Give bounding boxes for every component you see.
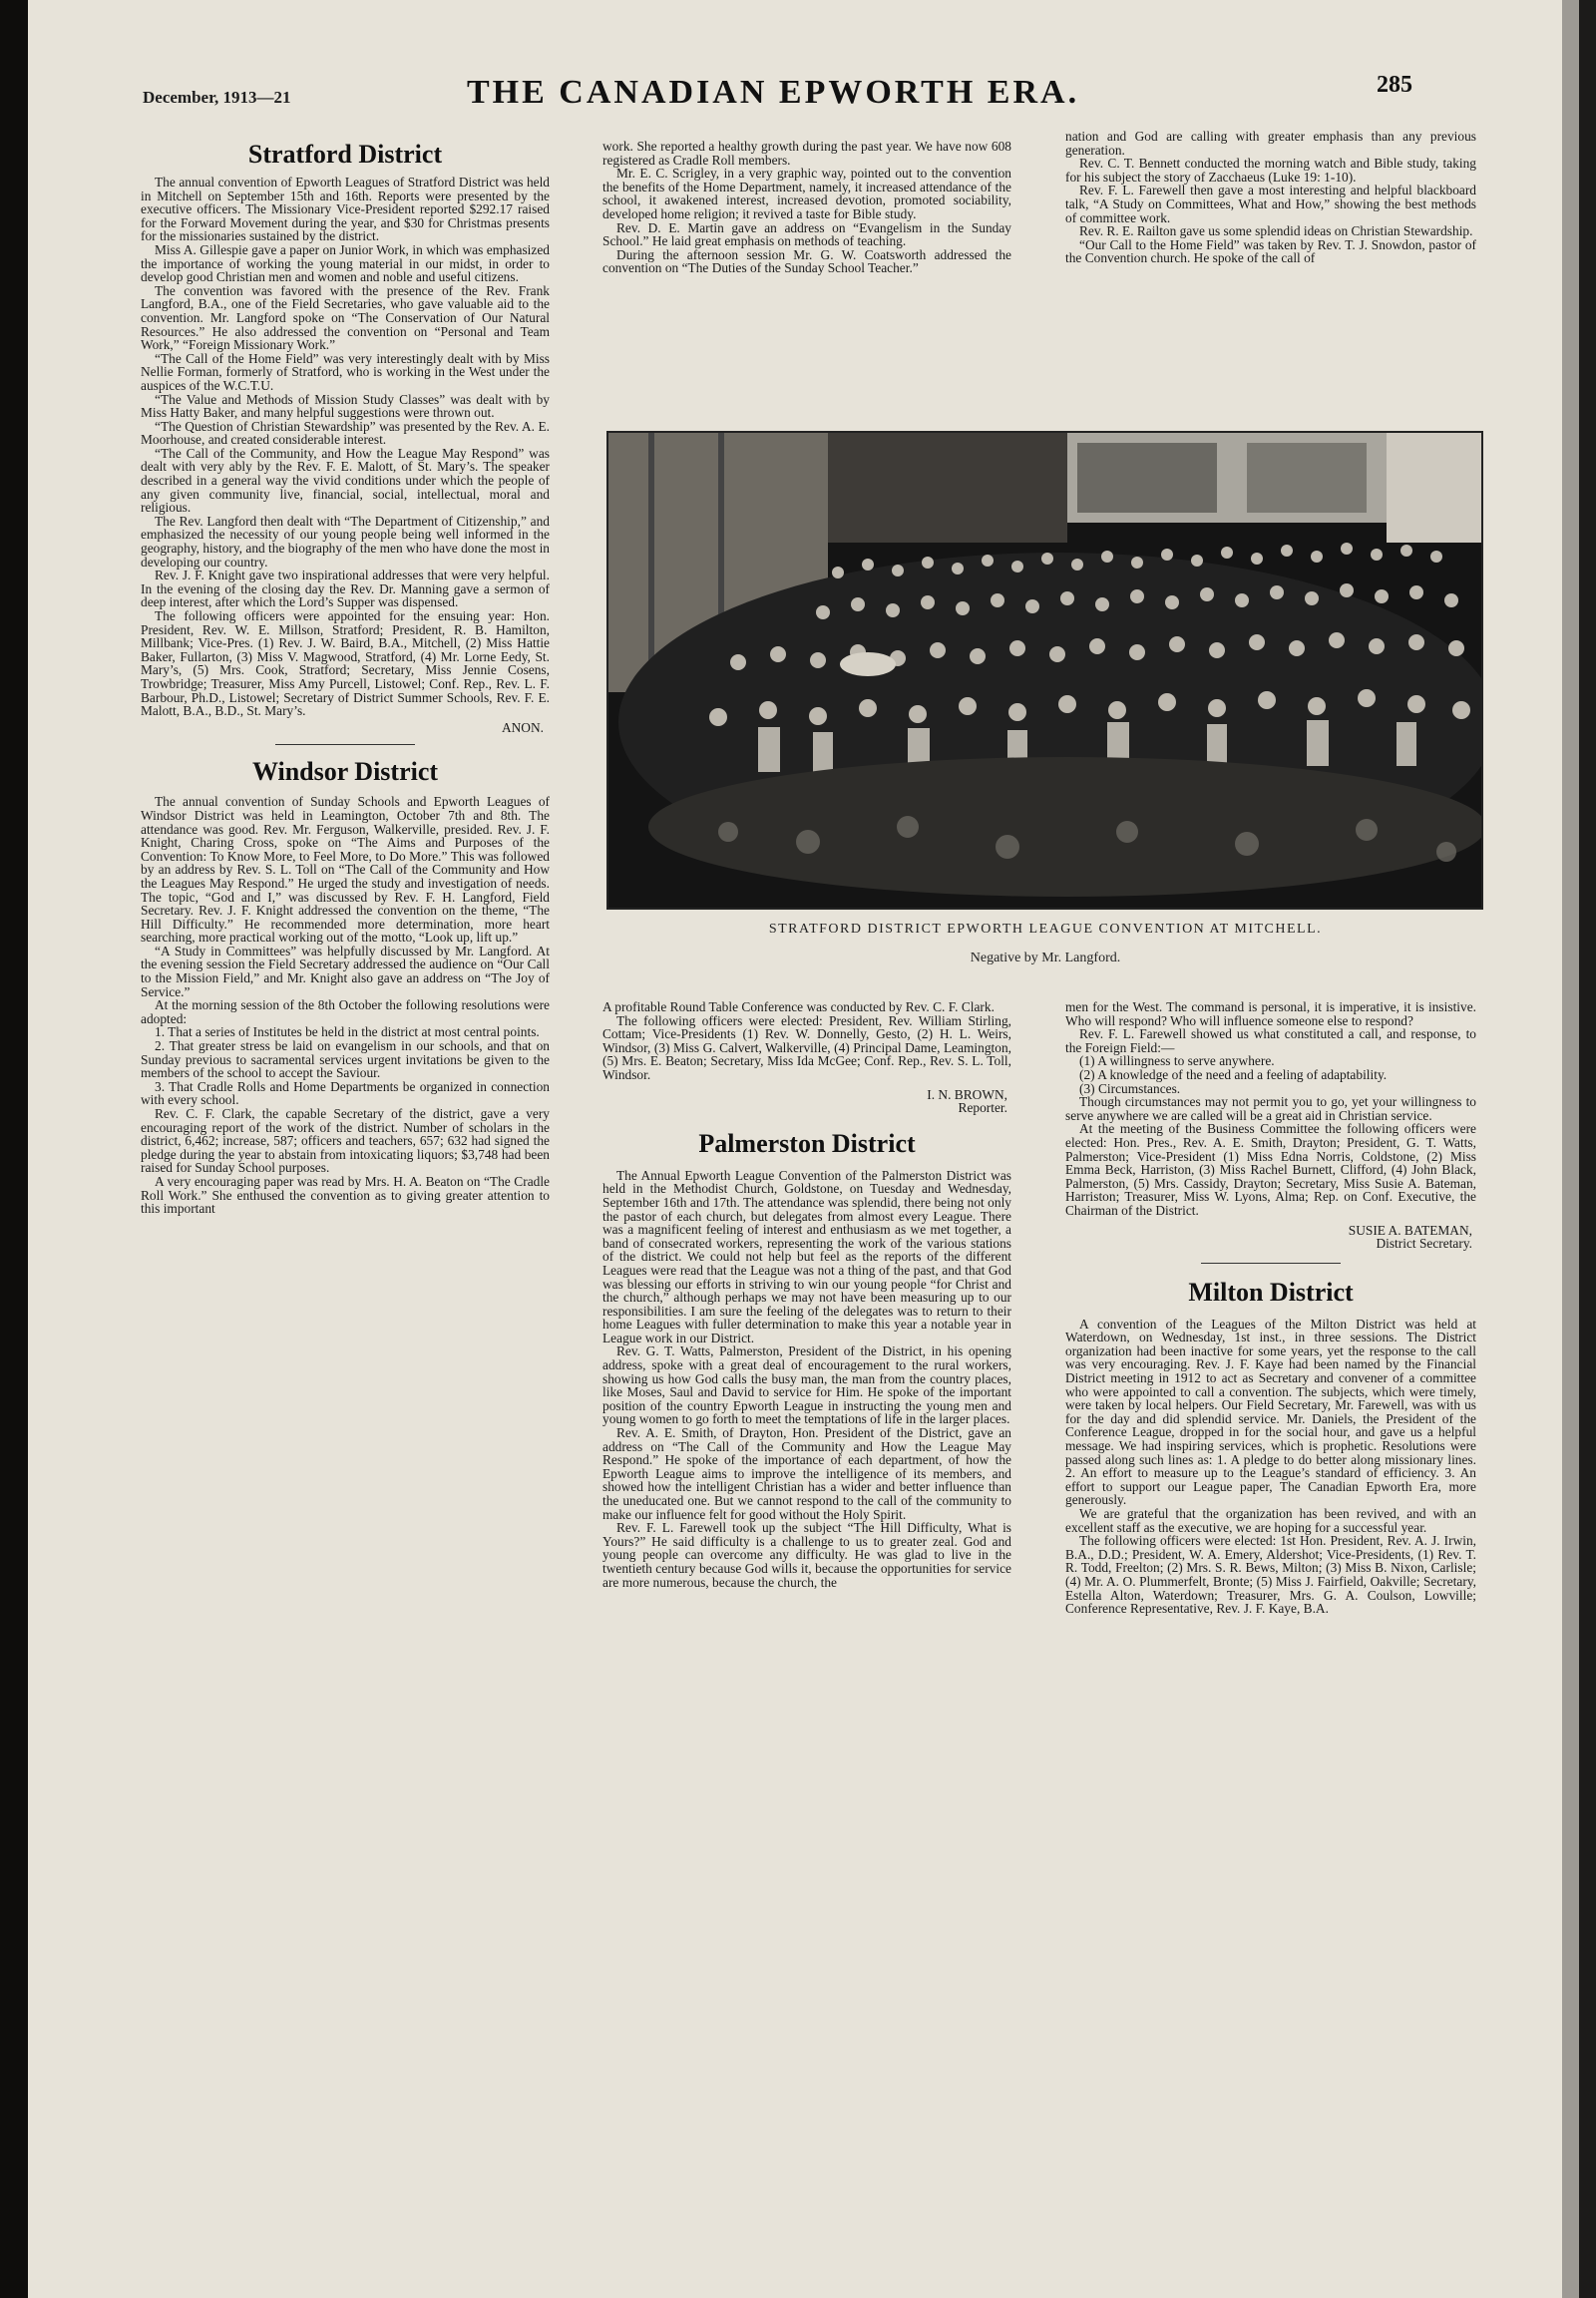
- paragraph: At the meeting of the Business Committee the following officers were elected: Hon. Pres., Rev. A. E. Smith, Drayton; President, G. T. Watts, Palmerston; Vice-President (1) Miss Edna Norris, Coldstone, (2) Miss Emma Beck, Harriston, (3) Miss Rachel Burnett, Clifford, (4) John Black, Palmerston, (5) Mrs. Cassidy, Drayton; Secretary, Miss Susie A. Bateman, Harriston; Treasurer, Miss W. Lyons, Alma; Rep. on Conf. Executive, the Chairman of the District.: [1065, 1121, 1476, 1218]
- paragraph: The following officers were elected: 1st Hon. President, Rev. A. J. Irwin, B.A., D.D.; President, W. A. Emery, Aldershot; Vice-Presidents, (1) Rev. T. R. Todd, Freelton; (2) Mrs. S. R. Bews, Milton; (3) Miss B. Nixon, Carlisle; (4) Mr. A. O. Plummerfelt, Bronte; (5) Miss J. Fairfield, Oakville; Secretary, Estella Alton, Waterdown; Treasurer, Mrs. G. A. Coulson, Lowville; Conference Representative, Rev. J. F. Kaye, B.A.: [1065, 1533, 1476, 1617]
- book-binding-shadow: [0, 0, 28, 2298]
- paragraph: men for the West. The command is personal, it is imperative, it is insistive. Who will respond? Who will influence someone else to respond?: [1065, 999, 1476, 1028]
- paragraph: Rev. D. E. Martin gave an address on “Evangelism in the Sunday School.” He laid great emphasis on methods of teaching.: [602, 219, 1011, 249]
- paragraph: We are grateful that the organization has been revived, and with an excellent staff as the executive, we are hoping for a successful year.: [1065, 1506, 1476, 1535]
- windsor-heading: Windsor District: [251, 757, 439, 787]
- paragraph: The annual convention of Epworth Leagues of Stratford District was held in Mitchell on September 15th and 16th. Reports were presented by the executive officers. The Missionary Vice-President reported $292.17 raised for the Forward Movement during the year, and $30 for Christmas presents for the missionaries sustained by the district.: [141, 175, 550, 244]
- paragraph: 3. That Cradle Rolls and Home Departments be organized in connection with every school.: [141, 1078, 550, 1108]
- palmerston-signature-name: SUSIE A. BATEMAN,: [1348, 1222, 1472, 1238]
- paragraph: Rev. R. E. Railton gave us some splendid ideas on Christian Stewardship.: [1079, 223, 1473, 239]
- paragraph: “The Question of Christian Stewardship” was presented by the Rev. A. E. Moorhouse, and created considerable interest.: [141, 418, 550, 448]
- paragraph: The annual convention of Sunday Schools and Epworth Leagues of Windsor District was held in Leamington, October 7th and 8th. The attendance was good. Rev. Mr. Ferguson, Walkerville, presided. Rev. J. F. Knight, Charing Cross, spoke on “The Aims and Purposes of the Convention: To Know More, to Feel More, to Do More.” This was followed by an address by Rev. S. L. Toll on “The Call of the Community and How the Leagues May Respond.” He urged the study and investigation of needs. The topic, “God and I,” was discussed by Rev. F. H. Langford, Field Secretary. Rev. J. F. Knight addressed the convention on the theme, “The Hill Difficulty.” He recommended more determination, more heart searching, more practical working out of the motto, “Look up, lift up.”: [141, 794, 550, 946]
- column-3-bottom: [1065, 1000, 1476, 1616]
- group-photo-image: [608, 433, 1481, 908]
- stratford-heading: Stratford District: [247, 140, 443, 169]
- paragraph: Mr. E. C. Scrigley, in a very graphic way, pointed out to the convention the benefits of the Home Department, namely, it increased attendance of the school, it awakened interest, increased devotion, promoted sociability, developed home religion; it revived a taste for Bible study.: [602, 166, 1011, 221]
- paragraph: Rev. C. T. Bennett conducted the morning watch and Bible study, taking for his subject the story of Zacchaeus (Luke 19: 1-10).: [1065, 156, 1476, 185]
- paragraph: (2) A knowledge of the need and a feeling of adaptability.: [1079, 1066, 1388, 1082]
- paragraph: Rev. J. F. Knight gave two inspirational addresses that were very helpful. In the evening of the closing day the Rev. Dr. Manning gave a sermon of deep interest, after which the Lord’s Supper was dispensed.: [141, 568, 550, 610]
- convention-group-photo: [606, 431, 1483, 910]
- paragraph: work. She reported a healthy growth during the past year. We have now 608 registered as Cradle Roll members.: [602, 139, 1011, 168]
- paragraph: (1) A willingness to serve anywhere.: [1079, 1053, 1275, 1069]
- paragraph: During the afternoon session Mr. G. W. Coatsworth addressed the convention on “The Duties of the Sunday School Teacher.”: [602, 246, 1011, 276]
- paragraph: Rev. F. L. Farewell then gave a most interesting and helpful blackboard talk, “A Study on Committees, What and How,” showing the best methods of committee work.: [1065, 183, 1476, 225]
- paragraph: Though circumstances may not permit you to go, yet your willingness to serve anywhere we are called will be a great aid in Christian service.: [1065, 1094, 1476, 1123]
- milton-heading: Milton District: [1188, 1277, 1354, 1307]
- paragraph: Rev. G. T. Watts, Palmerston, President of the District, in his opening address, spoke with a great deal of encouragement to the rural workers, showing us how God calls the busy man, the man from the country places, like Moses, Saul and David to service for Him. He spoke of the important position of the country Epworth League in instructing the young men and young women to go forth to meet the temptations of life in the larger places.: [602, 1343, 1011, 1427]
- paragraph: (3) Circumstances.: [1079, 1080, 1181, 1096]
- column-2-top: [602, 140, 1011, 275]
- photo-caption: STRATFORD DISTRICT EPWORTH LEAGUE CONVENTION AT MITCHELL.: [768, 922, 1323, 937]
- paragraph: Rev. C. F. Clark, the capable Secretary of the district, gave a very encouraging report of the work of the district. Number of scholars in the district, 6,462; increase, 587; officers and teachers, 657; 632 had signed the pledge during the year to abstain from intoxicating liquors; $3,748 had been raised for Sunday School purposes.: [141, 1106, 550, 1176]
- paragraph: The Rev. Langford then dealt with “The Department of Citizenship,” and emphasized the necessity of our young people being well informed in the geography, history, and the biography of the men who have done the most in developing our country.: [141, 513, 550, 570]
- stratford-signature: ANON.: [501, 719, 544, 735]
- paragraph: “The Call of the Community, and How the League May Respond” was dealt with very ably by the Rev. F. E. Malott, of St. Mary’s. The speaker described in a general way the vivid conditions under which the people of any given community live, financial, social, intellectual, moral and religious.: [141, 445, 550, 516]
- paragraph: Miss A. Gillespie gave a paper on Junior Work, in which was emphasized the importance of working the young material in our midst, in order to develop good Christian men and women and noble and useful citizens.: [141, 241, 550, 285]
- magazine-page: [28, 0, 1579, 2298]
- windsor-signature-name: I. N. BROWN,: [927, 1086, 1007, 1102]
- paragraph: “Our Call to the Home Field” was taken by Rev. T. J. Snowdon, pastor of the Convention church. He spoke of the call of: [1065, 236, 1476, 266]
- paragraph: Rev. F. L. Farewell took up the subject “The Hill Difficulty, What is Yours?” He said difficulty is a challenge to us to greater zeal. God and young people can overcome any difficulty. He was glad to live in the twentieth century because God wills it, because the opportunities for service are more numerous, because the church, the: [602, 1520, 1011, 1590]
- palmerston-signature-title: District Secretary.: [1376, 1236, 1472, 1252]
- column-3-top: [1065, 130, 1476, 265]
- paragraph: The convention was favored with the presence of the Rev. Frank Langford, B.A., one of the Field Secretaries, who gave valuable aid to the convention. Mr. Langford spoke on “The Conservation of Our Natural Resources.” He also addressed the convention on “Personal and Team Work,” “Foreign Missionary Work.”: [141, 282, 550, 353]
- paragraph: The following officers were elected: President, Rev. William Stirling, Cottam; Vice-Presidents (1) Rev. W. Donnelly, Gesto, (2) H. L. Weirs, Windsor, (3) Miss G. Calvert, Walkerville, (4) Principal Dame, Leamington, (5) Mrs. E. Beaton; Secretary, Miss Ida McGee; Conf. Rep., Rev. S. L. Toll, Windsor.: [602, 1012, 1011, 1082]
- column-2-bottom: [602, 1000, 1011, 1589]
- paragraph: Rev. A. E. Smith, of Drayton, Hon. President of the District, gave an address on “The Call of the Community and How the League May Respond.” He spoke of the importance of each department, of how the Epworth League aims to improve the intelligence of its members, and showed how the intelligent Christian has a wider and better influence than the uneducated one. But we cannot respond to the call of the community to make our influence felt for good without the Holy Spirit.: [602, 1425, 1011, 1522]
- paragraph: The Annual Epworth League Convention of the Palmerston District was held in the Methodist Church, Goldstone, on Tuesday and Wednesday, September 16th and 17th. The attendance was splendid, there being not only the pastor of each church, but delegates from almost every League. There was a magnificent feeling of interest and enthusiasm as we met together, a band of consecrated workers, representing the work of the various stations of the district. We could not help but feel as the reports of the different Leagues were read that the League was not a thing of the past, and that God was blessing our efforts in striving to win our young people “for Christ and the church,” although perhaps we may not have been measuring up to our responsibilities. I am sure the feeling of the delegates was to return to their home Leagues with fuller determination to make this year a notable year in League work in our District.: [602, 1167, 1011, 1345]
- palmerston-heading: Palmerston District: [698, 1128, 916, 1158]
- paragraph: 2. That greater stress be laid on evangelism in our schools, and that on Sunday previous to sacramental services urgent invitations be given to the members of the school to accept the Saviour.: [141, 1038, 550, 1081]
- page-number: 285: [1377, 72, 1412, 98]
- paragraph: A profitable Round Table Conference was conducted by Rev. C. F. Clark.: [602, 999, 995, 1014]
- issue-date: December, 1913—21: [143, 88, 291, 107]
- paragraph: Rev. F. L. Farewell showed us what constituted a call, and response, to the Foreign Field:—: [1065, 1026, 1476, 1055]
- paragraph: “The Call of the Home Field” was very interestingly dealt with by Miss Nellie Forman, formerly of Stratford, who is working in the West under the auspices of the W.C.T.U.: [141, 350, 550, 393]
- paragraph: A convention of the Leagues of the Milton District was held at Waterdown, on Wednesday, 1st inst., in three sessions. The District organization had been inactive for some years, yet the response to the call was very encouraging. Rev. J. F. Kaye had been named by the Financial District meeting in 1912 to act as Secretary and convener of a committee who were appointed to call a convention. The subjects, which were timely, were taken by local helpers. Our Field Secretary, Mr. Farewell, was with us for the day and did splendid service. Mr. Daniels, the President of the Conference League, dropped in for the social hour, and gave us a helpful message. We had inspiring services, which is prophetic. Resolutions were passed along such lines as: 1. A pledge to do better along missionary lines. 2. An effort to measure up to the League’s standard of efficiency. 3. An effort to support our League paper, The Canadian Epworth Era, more generously.: [1065, 1316, 1476, 1508]
- paragraph: “The Value and Methods of Mission Study Classes” was dealt with by Miss Hatty Baker, and many helpful suggestions were thrown out.: [141, 391, 550, 421]
- page-edge-shadow: [1562, 0, 1579, 2298]
- paragraph: 1. That a series of Institutes be held in the district at most central points.: [155, 1024, 540, 1040]
- paragraph: The following officers were appointed for the ensuing year: Hon. President, Rev. W. E. Millson, Stratford; President, R. B. Hamilton, Millbank; Vice-Pres. (1) Rev. J. W. Baird, B.A., Mitchell, (2) Miss Hattie Baker, Fullarton, (3) Miss V. Magwood, Stratford, (4) Mr. Lorne Eedy, St. Mary’s, (5) Mrs. Cook, Stratford; Secretary, Miss Jennie Cosens, Trowbridge; Treasurer, Miss Amy Purcell, Listowel; Conf. Rep., Rev. L. F. Barbour, Ph.D., Listowel; Secretary of District Summer Schools, Rev. F. E. Malott, B.A., B.D., St. Mary’s.: [141, 608, 550, 719]
- paragraph: “A Study in Committees” was helpfully discussed by Mr. Langford. At the evening session the Field Secretary addressed the audience on “Our Call to the Mission Field,” and Mr. Knight also gave an address on “The Joy of Service.”: [141, 943, 550, 999]
- publication-title: THE CANADIAN EPWORTH ERA.: [467, 74, 1080, 111]
- column-1: [141, 140, 550, 1216]
- windsor-signature-title: Reporter.: [958, 1100, 1007, 1116]
- paragraph: A very encouraging paper was read by Mrs. H. A. Beaton on “The Cradle Roll Work.” She enthused the convention as to giving greater attention to this important: [141, 1173, 550, 1217]
- photo-credit: Negative by Mr. Langford.: [970, 951, 1121, 965]
- paragraph: nation and God are calling with greater emphasis than any previous generation.: [1065, 129, 1476, 158]
- paragraph: At the morning session of the 8th October the following resolutions were adopted:: [141, 997, 550, 1026]
